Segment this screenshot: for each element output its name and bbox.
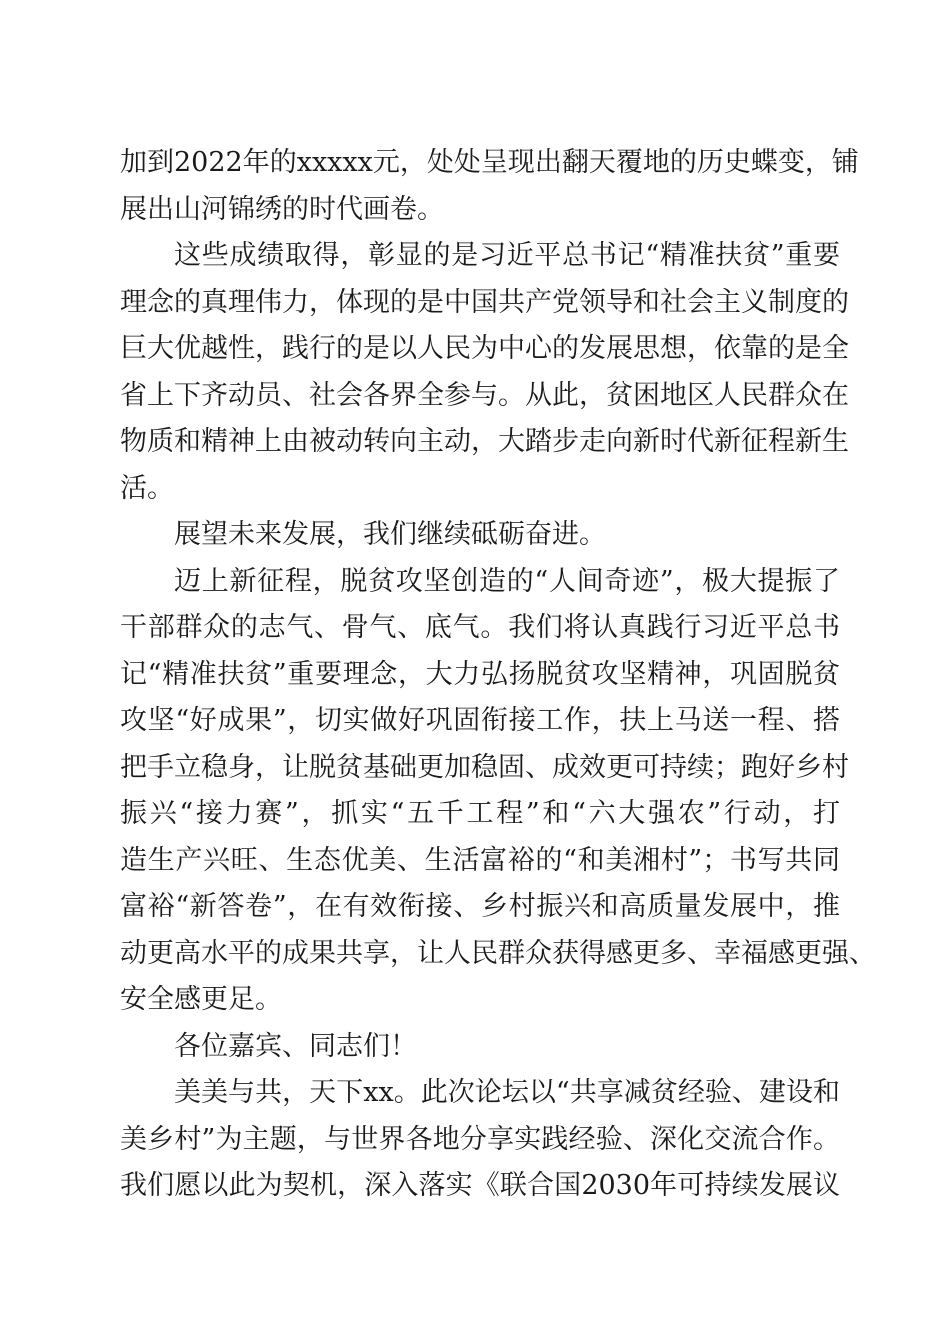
text-line: 展出山河锦绣的时代画卷。	[120, 193, 444, 225]
text-line: 安全感更足。	[120, 984, 282, 1015]
text-line: 物质和精神上由被动转向主动，大踏步走向新时代新征程新生	[120, 426, 849, 457]
text-line: 攻坚“好成果”，切实做好巩固衔接工作，扶上马送一程、搭	[120, 705, 840, 736]
text-line: 巨大优越性，践行的是以人民为中心的发展思想，依靠的是全	[120, 333, 849, 364]
text-line: 我们愿以此为契机，深入落实《联合国2030年可持续发展议	[120, 1170, 840, 1201]
paragraph	[120, 233, 849, 512]
text-line: 动更高水平的成果共享，让人民群众获得感更多、幸福感更强、	[120, 937, 876, 969]
paragraph	[120, 559, 876, 1024]
text-line: 造生产兴旺、生态优美、生活富裕的“和美湘村”；书写共同	[120, 844, 840, 876]
paragraph	[120, 140, 859, 233]
paragraph	[120, 1024, 840, 1071]
text-line: 省上下齐动员、社会各界全参与。从此，贫困地区人民群众在	[120, 379, 849, 411]
text-line: 各位嘉宾、同志们！	[174, 1030, 417, 1062]
text-line: 美乡村”为主题，与世界各地分享实践经验、深化交流合作。	[120, 1123, 840, 1155]
document-body	[120, 140, 876, 1210]
text-line: 这些成绩取得，彰显的是习近平总书记“精准扶贫”重要	[174, 240, 840, 271]
text-line: 理念的真理伟力，体现的是中国共产党领导和社会主义制度的	[120, 286, 849, 318]
paragraph	[120, 1070, 840, 1210]
text-line: 干部群众的志气、骨气、底气。我们将认真践行习近平总书	[120, 612, 840, 643]
text-line: 加到2022年的xxxxx元，处处呈现出翻天覆地的历史蝶变，铺	[120, 147, 859, 178]
text-line: 把手立稳身，让脱贫基础更加稳固、成效更可持续；跑好乡村	[120, 751, 849, 783]
text-line: 富裕“新答卷”，在有效衔接、乡村振兴和高质量发展中，推	[120, 891, 840, 922]
text-line: 振兴“接力赛”，抓实“五千工程”和“六大强农”行动，打	[120, 798, 840, 829]
text-line: 展望未来发展，我们继续砥砺奋进。	[174, 519, 606, 550]
paragraph	[120, 512, 840, 559]
text-line: 美美与共，天下xx。此次论坛以“共享减贫经验、建设和	[174, 1077, 840, 1108]
text-line: 迈上新征程，脱贫攻坚创造的“人间奇迹”，极大提振了	[174, 565, 840, 597]
text-line: 活。	[120, 472, 174, 504]
text-line: 记“精准扶贫”重要理念，大力弘扬脱贫攻坚精神，巩固脱贫	[120, 658, 840, 690]
